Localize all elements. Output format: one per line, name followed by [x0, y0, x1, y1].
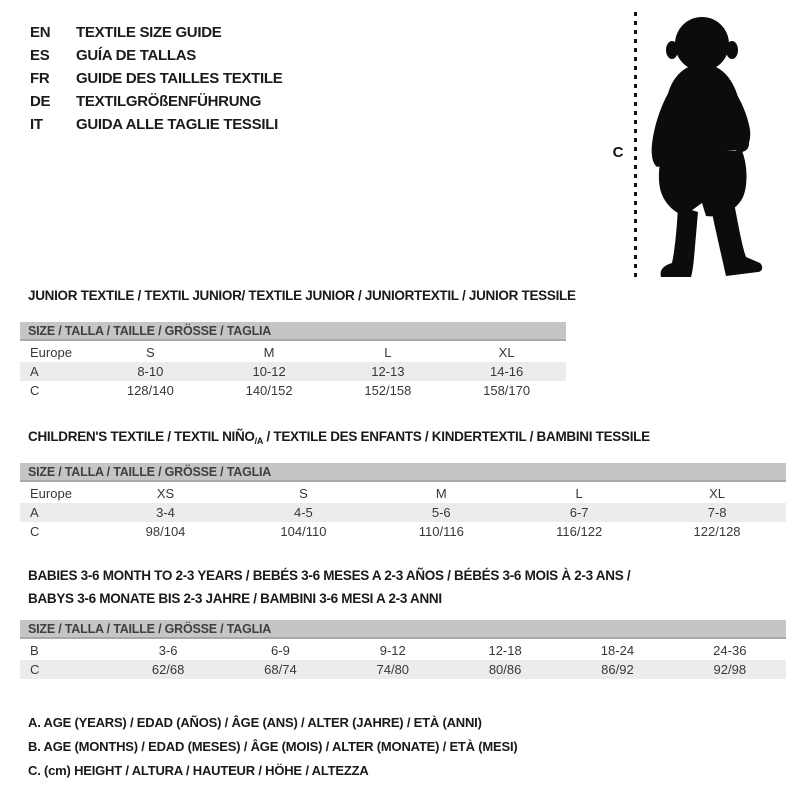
children-section-title: [28, 429, 650, 449]
table-row-c: [20, 522, 786, 541]
size-value-cell: 5-6: [431, 505, 451, 520]
children-title-part1: CHILDREN'S TEXTILE / TEXTIL NIÑO: [28, 429, 255, 444]
language-list: [30, 21, 282, 136]
language-code: FR: [30, 70, 50, 87]
size-value-cell: 74/80: [376, 662, 410, 677]
child-silhouette-image: [648, 6, 782, 287]
children-title-part2: / TEXTILE DES ENFANTS / KINDERTEXTIL / BAMBINI TESSILE: [263, 429, 650, 444]
row-label-cell: A: [30, 364, 39, 379]
language-row: [30, 90, 282, 113]
size-value-cell: 116/122: [556, 524, 603, 539]
table-row-c: [20, 381, 566, 400]
size-value-cell: M: [435, 486, 447, 501]
legend-line-b: B. AGE (MONTHS) / EDAD (MESES) / ÂGE (MOIS) / ALTER (MONATE) / ETÀ (MESI): [28, 739, 518, 754]
language-code: DE: [30, 93, 51, 110]
language-label: TEXTILGRÖßENFÜHRUNG: [76, 93, 262, 110]
language-label: TEXTILE SIZE GUIDE: [76, 24, 222, 41]
height-label-c: C: [612, 144, 624, 161]
size-value-cell: XS: [156, 486, 175, 501]
language-code: EN: [30, 24, 51, 41]
size-value-cell: S: [146, 345, 155, 360]
size-header-bar: SIZE / TALLA / TAILLE / GRÖSSE / TAGLIA: [20, 463, 786, 482]
junior-section-title: JUNIOR TEXTILE / TEXTIL JUNIOR/ TEXTILE JUNIOR / JUNIORTEXTIL / JUNIOR TESSILE: [28, 288, 576, 303]
size-value-cell: 8-10: [137, 364, 164, 379]
row-label-cell: C: [30, 524, 40, 539]
size-value-cell: 110/116: [418, 524, 464, 539]
size-value-cell: M: [263, 345, 275, 360]
table-row-b: [20, 641, 786, 660]
language-row: [30, 44, 282, 67]
children-size-table: [20, 463, 786, 541]
size-value-cell: 9-12: [379, 643, 406, 658]
language-label: GUÍA DE TALLAS: [76, 47, 196, 64]
language-row: [30, 67, 282, 90]
size-value-cell: 4-5: [294, 505, 313, 520]
language-row: [30, 113, 282, 136]
size-value-cell: 12-18: [488, 643, 522, 658]
language-label: GUIDE DES TAILLES TEXTILE: [76, 70, 283, 87]
row-label-cell: A: [30, 505, 39, 520]
size-value-cell: 140/152: [245, 383, 293, 398]
language-label: GUIDA ALLE TAGLIE TESSILI: [76, 116, 278, 133]
table-row-a: [20, 503, 786, 522]
table-row-c: [20, 660, 786, 679]
size-value-cell: 6-7: [569, 505, 589, 520]
size-value-cell: 12-13: [371, 364, 405, 379]
size-value-cell: 6-9: [271, 643, 290, 658]
babies-title-line1: BABIES 3-6 MONTH TO 2-3 YEARS / BEBÉS 3-6 MESES A 2-3 AÑOS / BÉBÉS 3-6 MOIS À 2-3 ANS /: [28, 568, 631, 583]
row-label-cell: Europe: [30, 486, 72, 501]
table-row-a: [20, 362, 566, 381]
height-dotted-line: [634, 12, 637, 278]
size-value-cell: 158/170: [483, 383, 531, 398]
size-value-cell: 122/128: [693, 524, 741, 539]
size-header-bar: SIZE / TALLA / TAILLE / GRÖSSE / TAGLIA: [20, 322, 566, 341]
size-value-cell: 68/74: [264, 662, 297, 677]
language-code: IT: [30, 116, 43, 133]
babies-title-line2: BABYS 3-6 MONATE BIS 2-3 JAHRE / BAMBINI 3-6 MESI A 2-3 ANNI: [28, 591, 442, 606]
size-header-bar: SIZE / TALLA / TAILLE / GRÖSSE / TAGLIA: [20, 620, 786, 639]
row-label-cell: B: [30, 643, 39, 658]
language-code: ES: [30, 47, 50, 64]
size-value-cell: S: [299, 486, 308, 501]
row-label-cell: C: [30, 662, 40, 677]
size-value-cell: 104/110: [280, 524, 327, 539]
size-value-cell: L: [575, 486, 583, 501]
size-value-cell: 92/98: [713, 662, 747, 677]
language-row: [30, 21, 282, 44]
size-value-cell: 24-36: [713, 643, 747, 658]
size-value-cell: 10-12: [252, 364, 286, 379]
legend-line-c: C. (cm) HEIGHT / ALTURA / HAUTEUR / HÖHE / ALTEZZA: [28, 763, 369, 778]
size-value-cell: XL: [498, 345, 515, 360]
size-value-cell: 18-24: [600, 643, 635, 658]
children-title-subscript: /A: [254, 436, 264, 446]
table-row-europe: [20, 343, 566, 362]
size-value-cell: 7-8: [707, 505, 727, 520]
row-label-cell: Europe: [30, 345, 72, 360]
size-value-cell: 14-16: [489, 364, 524, 379]
size-value-cell: 80/86: [488, 662, 522, 677]
size-value-cell: 128/140: [126, 383, 174, 398]
size-value-cell: 98/104: [145, 524, 186, 539]
size-value-cell: XL: [709, 486, 725, 501]
size-value-cell: L: [384, 345, 392, 360]
legend: [28, 711, 518, 783]
size-value-cell: 62/68: [151, 662, 185, 677]
size-value-cell: 3-6: [158, 643, 178, 658]
size-value-cell: 152/158: [364, 383, 412, 398]
table-row-europe: [20, 484, 786, 503]
junior-size-table: [20, 322, 566, 400]
babies-section-title: [28, 564, 668, 610]
babies-size-table: [20, 620, 786, 679]
legend-line-a: A. AGE (YEARS) / EDAD (AÑOS) / ÂGE (ANS) / ALTER (JAHRE) / ETÀ (ANNI): [28, 715, 482, 730]
size-value-cell: 86/92: [601, 662, 634, 677]
size-value-cell: 3-4: [156, 505, 175, 520]
row-label-cell: C: [30, 383, 40, 398]
